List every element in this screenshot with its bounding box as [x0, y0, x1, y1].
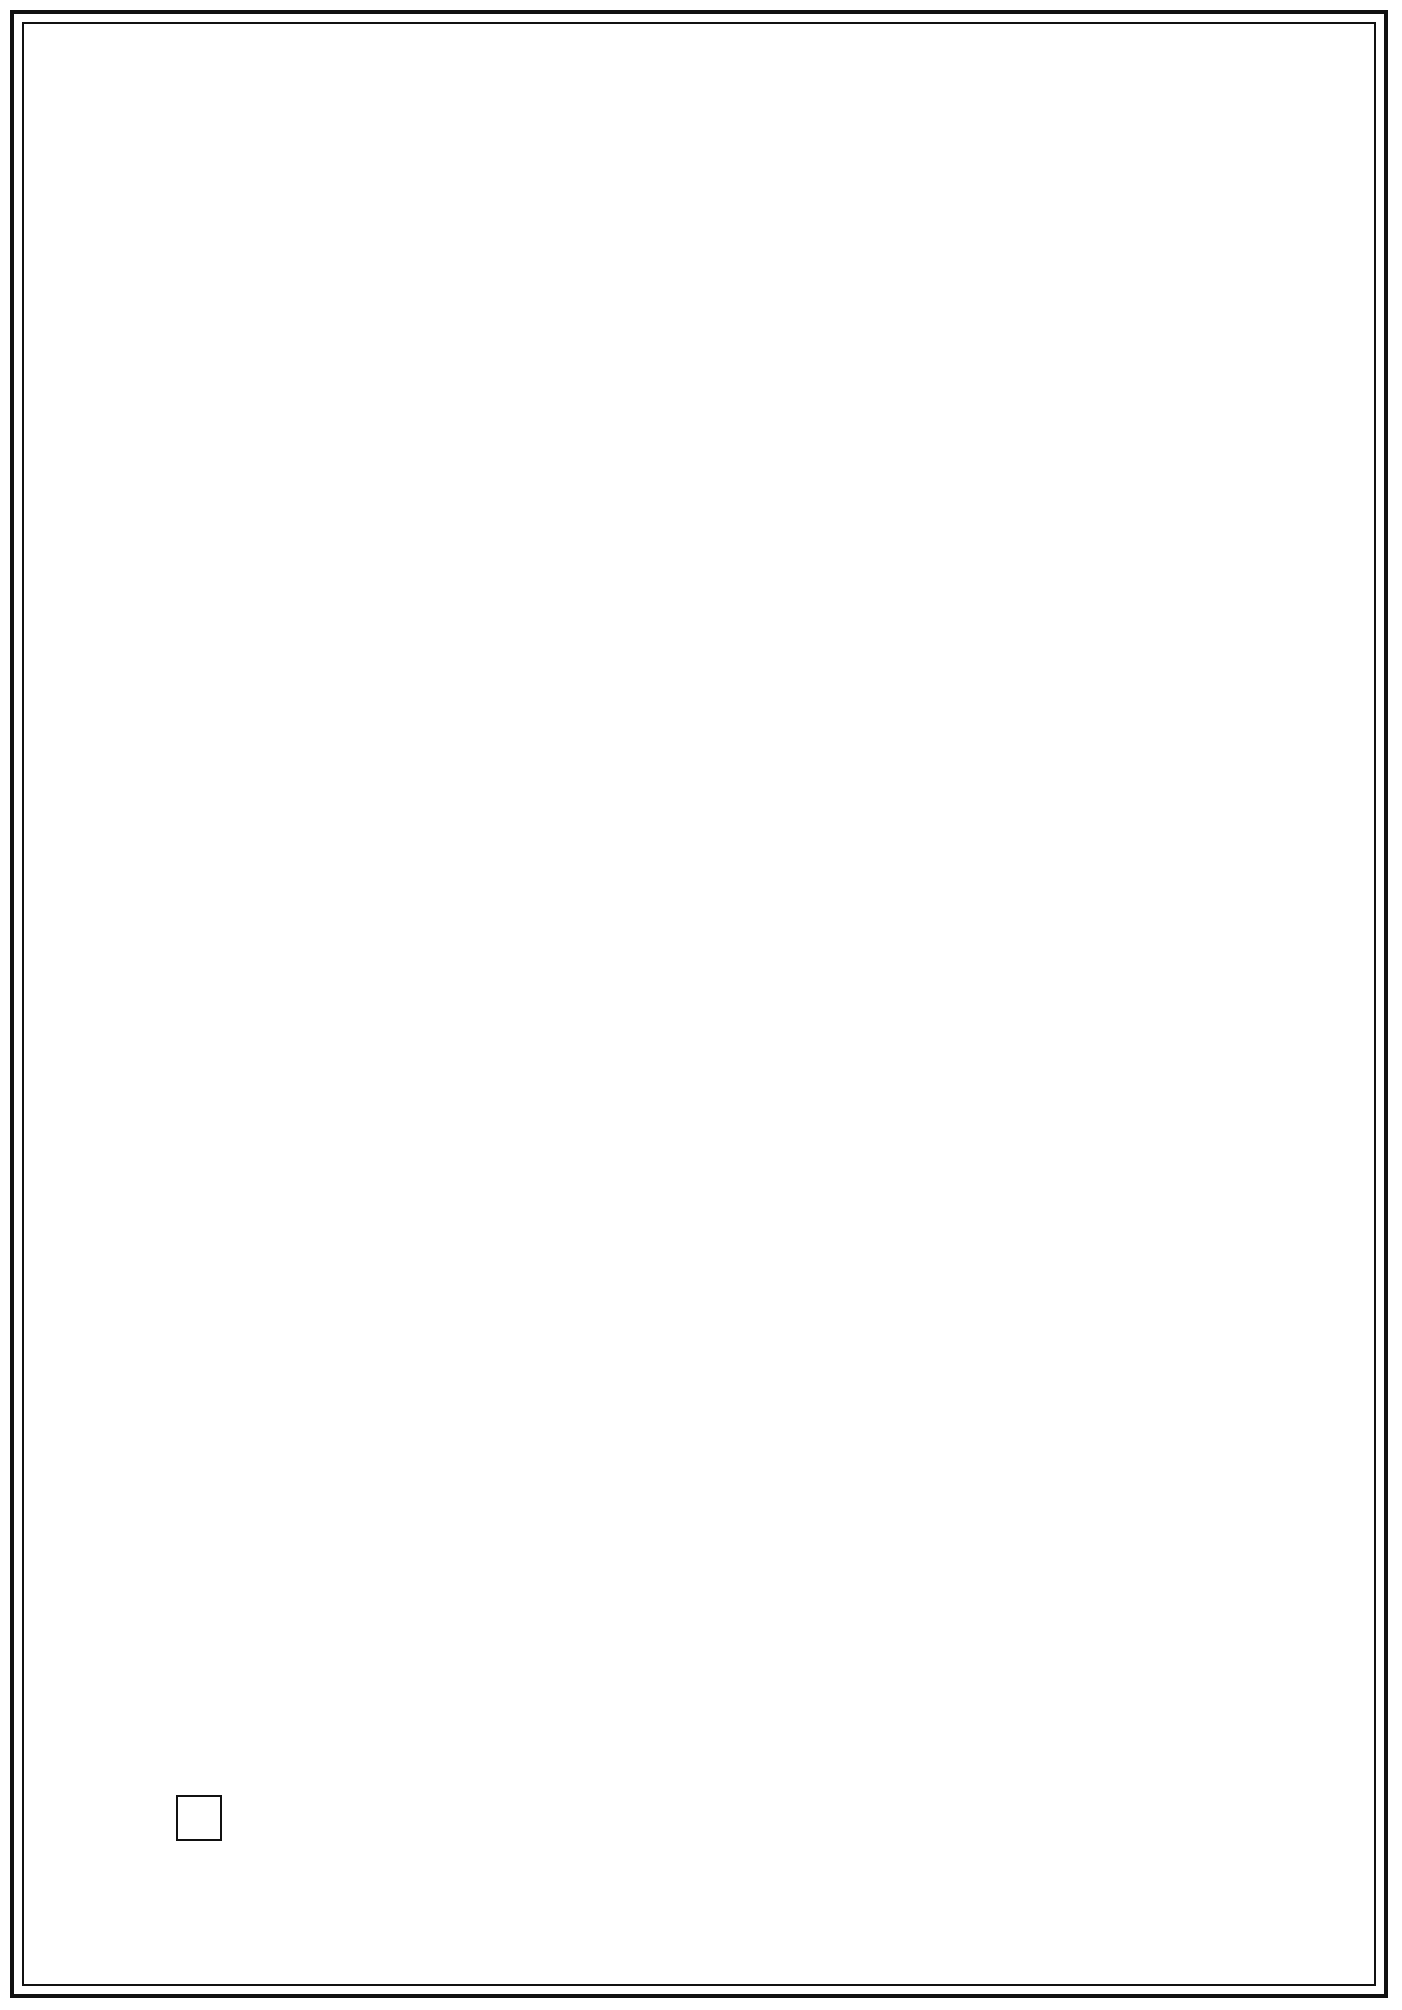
calligraphy-text — [110, 55, 1300, 1935]
seal-stamp — [176, 1795, 222, 1841]
